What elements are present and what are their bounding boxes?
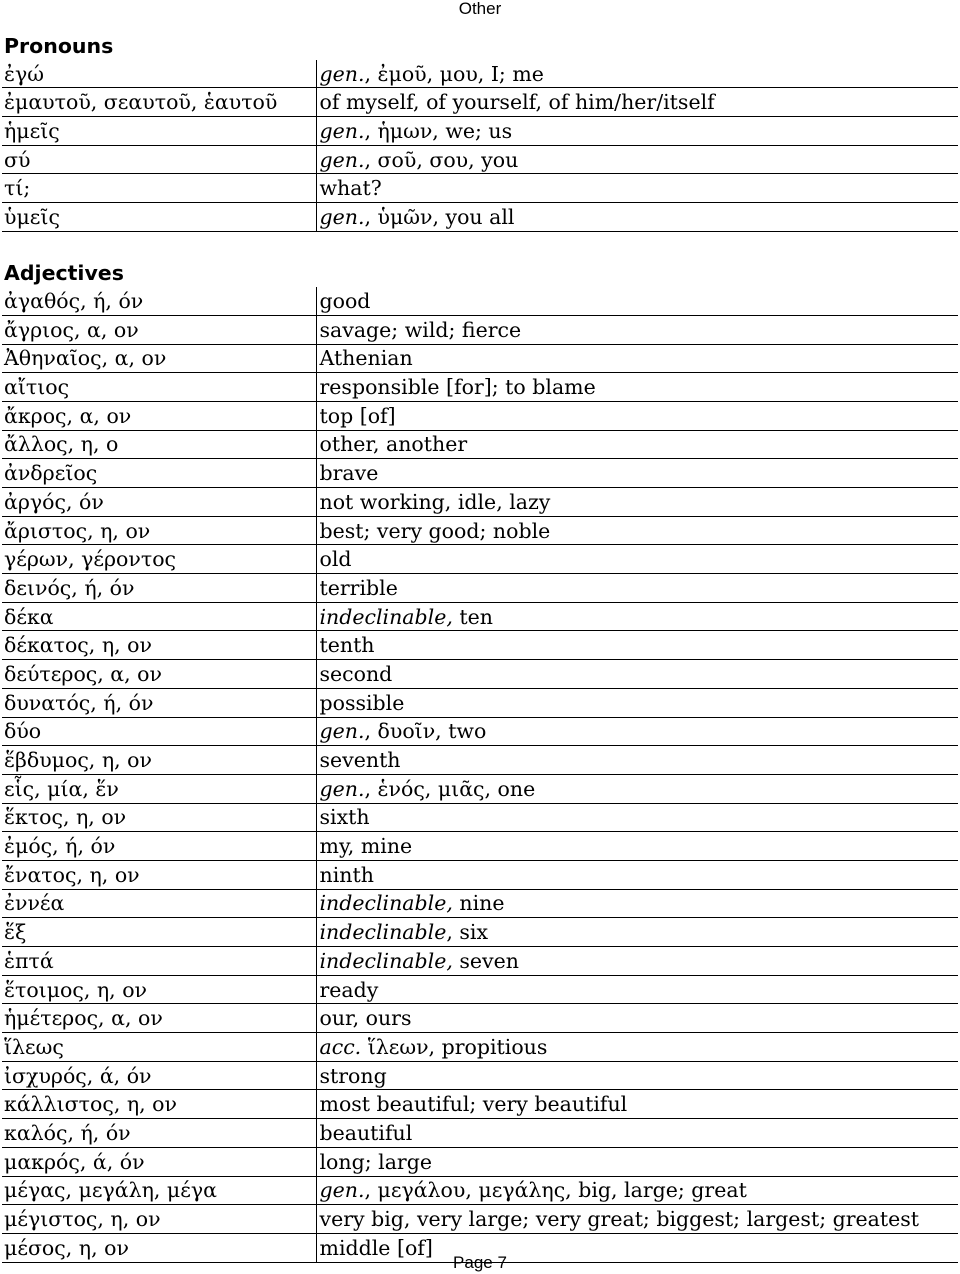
definition-text: sixth <box>319 805 370 830</box>
vocab-row <box>2 1090 958 1119</box>
english-gloss <box>316 1176 958 1205</box>
definition-text: strong <box>319 1063 387 1088</box>
definition-text: , ἡμων, we; us <box>364 118 513 143</box>
page-number: Page 7 <box>453 1253 507 1272</box>
definition-text: middle [of] <box>319 1235 433 1260</box>
definition-text: nine <box>452 891 505 916</box>
vocab-row <box>2 947 958 976</box>
grammar-note: gen. <box>319 61 365 86</box>
english-gloss <box>316 688 958 717</box>
grammar-note: gen. <box>319 776 365 801</box>
definition-text: old <box>319 547 352 572</box>
english-gloss <box>316 459 958 488</box>
greek-term: ἡμέτερος, α, ον <box>2 1004 316 1033</box>
definition-text: top [of] <box>319 403 396 428</box>
definition-text: second <box>319 661 393 686</box>
vocab-row <box>2 746 958 775</box>
vocab-row <box>2 287 958 315</box>
vocab-row <box>2 1004 958 1033</box>
vocabulary-table <box>2 32 958 1263</box>
definition-text: ready <box>319 977 379 1002</box>
grammar-note: indeclinable, <box>319 948 453 973</box>
greek-term: δυνατός, ή, όν <box>2 688 316 717</box>
english-gloss <box>316 1119 958 1148</box>
english-gloss <box>316 860 958 889</box>
vocab-row <box>2 145 958 174</box>
vocab-row <box>2 860 958 889</box>
definition-text: , ὑμῶν, you all <box>364 204 515 229</box>
english-gloss <box>316 1033 958 1062</box>
greek-term: ὑμεῖς <box>2 203 316 232</box>
vocab-row <box>2 1033 958 1062</box>
english-gloss <box>316 1090 958 1119</box>
english-gloss <box>316 947 958 976</box>
greek-term: ἐννέα <box>2 889 316 918</box>
greek-term: ἄκρος, α, ον <box>2 401 316 430</box>
grammar-note: gen. <box>319 1178 365 1203</box>
vocab-row <box>2 688 958 717</box>
definition-text: , ἑνός, μιᾶς, one <box>364 776 536 801</box>
vocab-row <box>2 203 958 232</box>
definition-text: , σοῦ, σου, you <box>364 147 519 172</box>
greek-term: ἄγριος, α, ον <box>2 315 316 344</box>
greek-term: ἵλεως <box>2 1033 316 1062</box>
vocab-row <box>2 60 958 88</box>
grammar-note: indeclinable, <box>319 891 453 916</box>
grammar-note: indeclinable <box>319 920 447 945</box>
vocab-row <box>2 373 958 402</box>
grammar-note: acc. <box>319 1034 362 1059</box>
definition-text: of myself, of yourself, of him/her/itself <box>319 90 715 115</box>
greek-term: δεύτερος, α, ον <box>2 660 316 689</box>
section-spacer <box>2 231 958 259</box>
section-heading-row <box>2 32 958 60</box>
definition-text: terrible <box>319 575 398 600</box>
english-gloss <box>316 545 958 574</box>
english-gloss <box>316 746 958 775</box>
definition-text: ἵλεων, propitious <box>361 1034 548 1059</box>
greek-term: ἀγαθός, ή, όν <box>2 287 316 315</box>
vocab-row <box>2 918 958 947</box>
greek-term: μέσος, η, ον <box>2 1233 316 1262</box>
english-gloss <box>316 344 958 373</box>
english-gloss <box>316 889 958 918</box>
greek-term: κάλλιστος, η, ον <box>2 1090 316 1119</box>
vocab-row <box>2 459 958 488</box>
vocab-row <box>2 344 958 373</box>
vocab-row <box>2 660 958 689</box>
english-gloss <box>316 832 958 861</box>
definition-text: tenth <box>319 633 375 658</box>
definition-text: most beautiful; very beautiful <box>319 1092 628 1117</box>
grammar-note: gen. <box>319 118 365 143</box>
definition-text: , six <box>446 920 489 945</box>
english-gloss <box>316 430 958 459</box>
english-gloss <box>316 1147 958 1176</box>
vocab-row <box>2 774 958 803</box>
greek-term: ἄριστος, η, ον <box>2 516 316 545</box>
definition-text: long; large <box>319 1149 432 1174</box>
greek-term: ἕβδυμος, η, ον <box>2 746 316 775</box>
greek-term: ἡμεῖς <box>2 117 316 146</box>
english-gloss <box>316 60 958 88</box>
english-gloss <box>316 174 958 203</box>
greek-term: δέκα <box>2 602 316 631</box>
definition-text: ten <box>452 604 493 629</box>
english-gloss <box>316 660 958 689</box>
greek-term: ἕξ <box>2 918 316 947</box>
vocab-row <box>2 430 958 459</box>
greek-term: δύο <box>2 717 316 746</box>
greek-term: μέγιστος, η, ον <box>2 1205 316 1234</box>
vocab-row <box>2 117 958 146</box>
greek-term: δέκατος, η, ον <box>2 631 316 660</box>
definition-text: , ἐμοῦ, μου, I; me <box>364 61 544 86</box>
definition-text: best; very good; noble <box>319 518 551 543</box>
vocabulary-table-body <box>2 32 958 1262</box>
greek-term: γέρων, γέροντος <box>2 545 316 574</box>
english-gloss <box>316 975 958 1004</box>
english-gloss <box>316 145 958 174</box>
definition-text: beautiful <box>319 1120 413 1145</box>
greek-term: σύ <box>2 145 316 174</box>
greek-term: καλός, ή, όν <box>2 1119 316 1148</box>
definition-text: savage; wild; fierce <box>319 317 522 342</box>
vocab-row <box>2 574 958 603</box>
english-gloss <box>316 1004 958 1033</box>
definition-text: my, mine <box>319 834 413 859</box>
definition-text: , δυοῖν, two <box>364 719 487 744</box>
greek-term: εἷς, μία, ἕν <box>2 774 316 803</box>
english-gloss <box>316 574 958 603</box>
english-gloss <box>316 88 958 117</box>
definition-text: possible <box>319 690 405 715</box>
english-gloss <box>316 602 958 631</box>
greek-term: μέγας, μεγάλη, μέγα <box>2 1176 316 1205</box>
greek-term: ἐμός, ή, όν <box>2 832 316 861</box>
greek-term: τί; <box>2 174 316 203</box>
page-header-label: Other <box>458 0 502 18</box>
greek-term: αἴτιος <box>2 373 316 402</box>
english-gloss <box>316 1205 958 1234</box>
grammar-note: gen. <box>319 204 365 229</box>
english-gloss <box>316 287 958 315</box>
vocab-row <box>2 1205 958 1234</box>
definition-text: , μεγάλου, μεγάλης, big, large; great <box>364 1178 747 1203</box>
english-gloss <box>316 774 958 803</box>
vocab-row <box>2 174 958 203</box>
vocab-row <box>2 1061 958 1090</box>
definition-text: what? <box>319 176 382 201</box>
greek-term: ἐμαυτοῦ, σεαυτοῦ, ἑαυτοῦ <box>2 88 316 117</box>
english-gloss <box>316 803 958 832</box>
greek-term: ἑπτά <box>2 947 316 976</box>
definition-text: other, another <box>319 432 468 457</box>
vocab-row <box>2 401 958 430</box>
english-gloss <box>316 401 958 430</box>
vocab-row <box>2 832 958 861</box>
english-gloss <box>316 516 958 545</box>
vocab-row <box>2 88 958 117</box>
greek-term: ἕτοιμος, η, ον <box>2 975 316 1004</box>
english-gloss <box>316 203 958 232</box>
definition-text: brave <box>319 461 379 486</box>
vocab-row <box>2 717 958 746</box>
english-gloss <box>316 315 958 344</box>
greek-term: ἰσχυρός, ά, όν <box>2 1061 316 1090</box>
definition-text: very big, very large; very great; biggest; largest; greatest <box>319 1207 920 1232</box>
definition-text: Athenian <box>319 346 413 371</box>
greek-term: ἀνδρεῖος <box>2 459 316 488</box>
vocab-row <box>2 602 958 631</box>
greek-term: ἔνατος, η, ον <box>2 860 316 889</box>
section-spacer-cell <box>2 231 958 259</box>
greek-term: ἀργός, όν <box>2 488 316 517</box>
english-gloss <box>316 918 958 947</box>
vocab-row <box>2 1147 958 1176</box>
english-gloss <box>316 1061 958 1090</box>
definition-text: not working, idle, lazy <box>319 489 551 514</box>
definition-text: our, ours <box>319 1006 412 1031</box>
vocab-row <box>2 545 958 574</box>
section-heading: Adjectives <box>4 261 124 286</box>
definition-text: seven <box>452 948 519 973</box>
section-heading: Pronouns <box>4 33 114 58</box>
english-gloss <box>316 488 958 517</box>
vocab-row <box>2 516 958 545</box>
vocab-row <box>2 1176 958 1205</box>
vocab-row <box>2 975 958 1004</box>
english-gloss <box>316 373 958 402</box>
vocab-row <box>2 803 958 832</box>
english-gloss <box>316 117 958 146</box>
grammar-note: indeclinable, <box>319 604 453 629</box>
greek-term: δεινός, ή, όν <box>2 574 316 603</box>
vocab-row <box>2 1119 958 1148</box>
vocab-row <box>2 889 958 918</box>
greek-term: ἄλλος, η, ο <box>2 430 316 459</box>
vocab-row <box>2 315 958 344</box>
grammar-note: gen. <box>319 719 365 744</box>
greek-term: ἕκτος, η, ον <box>2 803 316 832</box>
vocab-row <box>2 488 958 517</box>
english-gloss <box>316 631 958 660</box>
greek-term: Ἀθηναῖος, α, ον <box>2 344 316 373</box>
definition-text: good <box>319 289 371 314</box>
greek-term: ἐγώ <box>2 60 316 88</box>
grammar-note: gen. <box>319 147 365 172</box>
greek-term: μακρός, ά, όν <box>2 1147 316 1176</box>
english-gloss <box>316 717 958 746</box>
definition-text: responsible [for]; to blame <box>319 375 596 400</box>
vocab-row <box>2 631 958 660</box>
section-heading-row <box>2 260 958 288</box>
definition-text: seventh <box>319 748 401 773</box>
definition-text: ninth <box>319 862 374 887</box>
